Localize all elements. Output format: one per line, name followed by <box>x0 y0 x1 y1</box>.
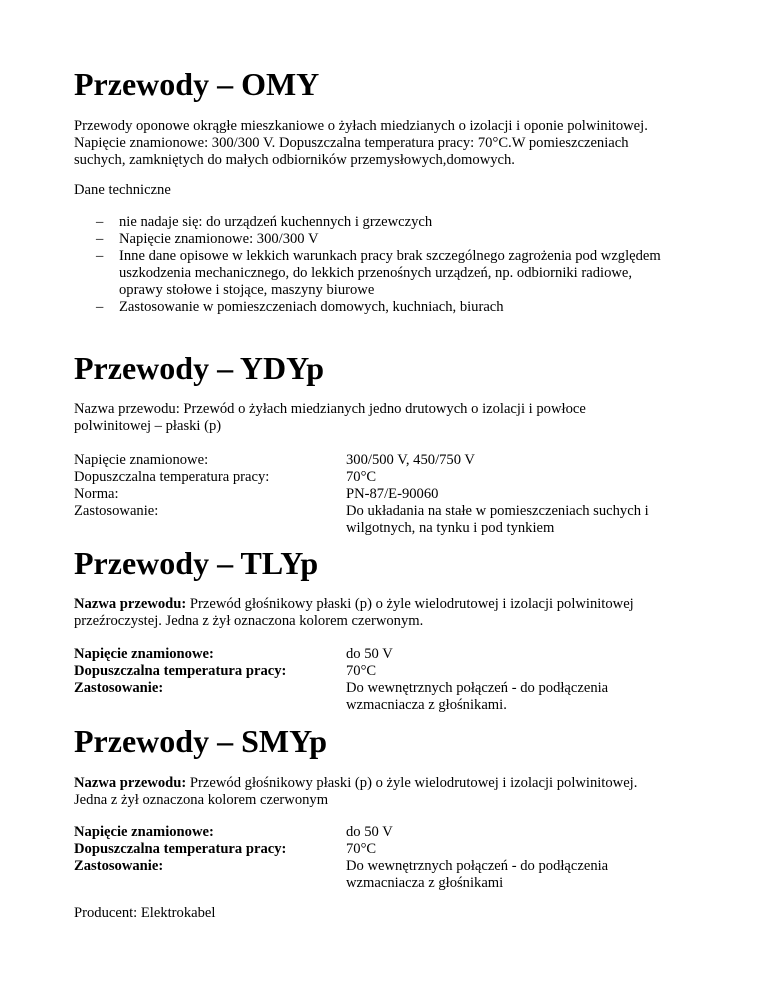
spec-row <box>74 503 714 537</box>
name-label: Nazwa przewodu: <box>74 596 187 612</box>
spec-row <box>74 663 714 680</box>
description-line: Jedna z żył oznaczona kolorem czerwonym <box>74 792 329 808</box>
description-line: przeźroczystej. Jedna z żył oznaczona kolorem czerwonym. <box>74 613 424 629</box>
spec-label: Napięcie znamionowe: <box>74 824 214 840</box>
description-line: Napięcie znamionowe: 300/300 V. Dopuszczalna temperatura pracy: 70°C.W pomieszczeniach <box>74 135 629 151</box>
spec-value: Do układania na stałe w pomieszczeniach suchych i wilgotnych, na tynku i pod tynkiem <box>346 503 649 536</box>
spec-label: Dopuszczalna temperatura pracy: <box>74 663 287 679</box>
spec-label: Norma: <box>74 486 119 502</box>
spec-value: Do wewnętrznych połączeń - do podłączenia wzmacniacza z głośnikami <box>346 858 609 891</box>
section-title-omy: Przewody – OMY <box>74 66 320 102</box>
spec-table-tlyp <box>74 646 714 714</box>
list-item-text: Inne dane opisowe w lekkich warunkach pracy brak szczególnego zagrożenia pod względem <box>119 248 661 264</box>
section-description-omy <box>74 118 714 169</box>
list-item <box>74 214 724 231</box>
spec-value: 70°C <box>346 469 377 485</box>
list-item-text: oprawy stołowe i stojące, maszyny biurowe <box>119 282 375 298</box>
description-line: Przewody oponowe okrągłe mieszkaniowe o żyłach miedzianych o izolacji i oponie polwinitowej. <box>74 118 648 134</box>
description-line: Przewód głośnikowy płaski (p) o żyle wielodrutowej i izolacji polwinitowej <box>186 596 634 612</box>
name-label: Nazwa przewodu: <box>74 775 187 791</box>
section-title-tlyp: Przewody – TLYp <box>74 545 319 581</box>
spec-row <box>74 824 714 841</box>
spec-label: Dopuszczalna temperatura pracy: <box>74 841 287 857</box>
spec-row <box>74 486 714 503</box>
spec-label: Napięcie znamionowe: <box>74 646 214 662</box>
list-item <box>74 248 724 299</box>
spec-table-ydyp <box>74 452 714 537</box>
spec-value: 70°C <box>346 663 377 679</box>
description-line: Przewód głośnikowy płaski (p) o żyle wielodrutowej i izolacji polwinitowej. <box>186 775 638 791</box>
spec-row <box>74 452 714 469</box>
spec-row <box>74 469 714 486</box>
list-item <box>74 231 724 248</box>
dash-bullet-icon: – <box>96 299 104 315</box>
spec-label: Zastosowanie: <box>74 680 164 696</box>
section-title-ydyp: Przewody – YDYp <box>74 350 325 386</box>
spec-value: do 50 V <box>346 646 393 662</box>
section-description-smyp <box>74 775 714 809</box>
spec-label: Zastosowanie: <box>74 503 159 519</box>
description-line: suchych, zamkniętych do małych odbiorników przemysłowych,domowych. <box>74 152 515 168</box>
dash-bullet-icon: – <box>96 248 104 264</box>
section-title-smyp: Przewody – SMYp <box>74 723 328 759</box>
technical-data-list <box>74 214 724 316</box>
description-line: polwinitowej – płaski (p) <box>74 418 222 434</box>
spec-row <box>74 858 714 892</box>
list-item-text: uszkodzenia mechanicznego, do lekkich przenośnych urządzeń, np. odbiorniki radiowe, <box>119 265 633 281</box>
spec-label: Zastosowanie: <box>74 858 164 874</box>
spec-value: PN-87/E-90060 <box>346 486 439 502</box>
spec-row <box>74 646 714 663</box>
spec-value: 300/500 V, 450/750 V <box>346 452 475 468</box>
subheading-technical-data: Dane techniczne <box>74 182 171 198</box>
spec-label: Dopuszczalna temperatura pracy: <box>74 469 270 485</box>
spec-table-smyp <box>74 824 714 892</box>
section-description-tlyp <box>74 596 714 630</box>
spec-row <box>74 841 714 858</box>
list-item-text: nie nadaje się: do urządzeń kuchennych i grzewczych <box>119 214 433 230</box>
list-item-text: Napięcie znamionowe: 300/300 V <box>119 231 319 247</box>
dash-bullet-icon: – <box>96 214 104 230</box>
dash-bullet-icon: – <box>96 231 104 247</box>
spec-value: do 50 V <box>346 824 393 840</box>
description-line: Nazwa przewodu: Przewód o żyłach miedzianych jedno drutowych o izolacji i powłoce <box>74 401 586 417</box>
spec-row <box>74 680 714 714</box>
spec-value: 70°C <box>346 841 377 857</box>
list-item <box>74 299 724 316</box>
producer-note: Producent: Elektrokabel <box>74 905 216 921</box>
section-description-ydyp <box>74 401 714 435</box>
spec-label: Napięcie znamionowe: <box>74 452 209 468</box>
list-item-text: Zastosowanie w pomieszczeniach domowych, kuchniach, biurach <box>119 299 504 315</box>
spec-value: Do wewnętrznych połączeń - do podłączenia wzmacniacza z głośnikami. <box>346 680 609 713</box>
